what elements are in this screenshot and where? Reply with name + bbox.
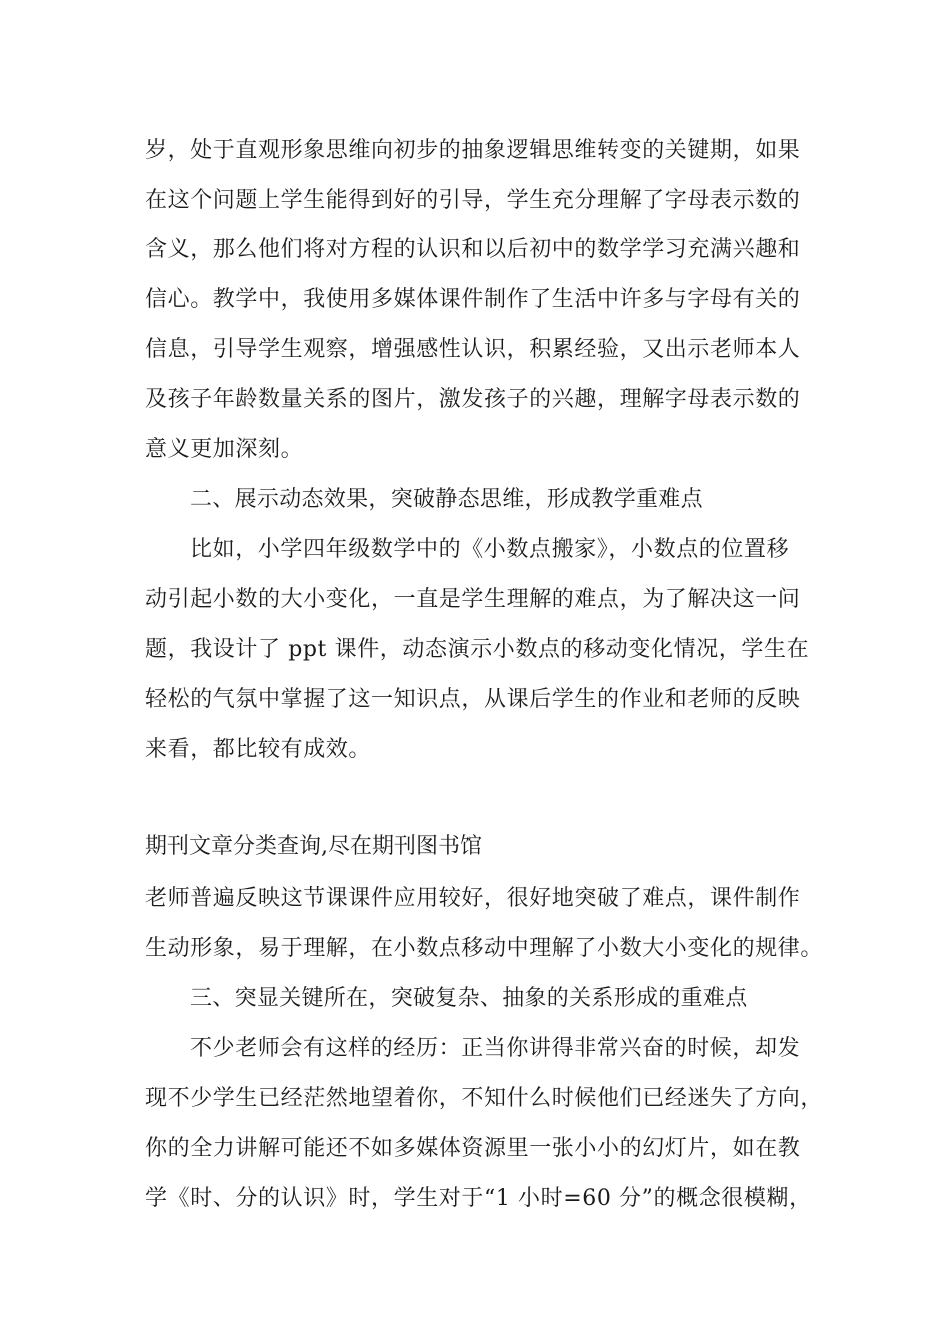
paragraph-line: 意义更加深刻。 [145,437,304,462]
paragraph-line: 题，我设计了 ppt 课件，动态演示小数点的移动变化情况，学生在 [145,637,810,662]
paragraph-line: 老师普遍反映这节课课件应用较好，很好地突破了难点，课件制作 [145,886,801,911]
paragraph-line: 岁，处于直观形象思维向初步的抽象逻辑思维转变的关键期，如果 [145,138,801,163]
paragraph-line: 及孩子年龄数量关系的图片，激发孩子的兴趣，理解字母表示数的 [145,387,801,412]
paragraph-line: 信息，引导学生观察，增强感性认识，积累经验，又出示老师本人 [145,337,801,362]
paragraph-line: 在这个问题上学生能得到好的引导，学生充分理解了字母表示数的 [145,188,801,213]
paragraph-line: 比如，小学四年级数学中的《小数点搬家》，小数点的位置移 [190,537,790,562]
section-heading: 二、展示动态效果，突破静态思维，形成教学重难点 [190,487,703,512]
paragraph-line: 信心。教学中，我使用多媒体课件制作了生活中许多与字母有关的 [145,287,801,312]
paragraph-line: 生动形象，易于理解，在小数点移动中理解了小数大小变化的规律。 [145,936,824,961]
journal-notice: 期刊文章分类查询,尽在期刊图书馆 [145,834,482,859]
paragraph-line: 来看，都比较有成效。 [145,737,372,762]
paragraph-line: 现不少学生已经茫然地望着你，不知什么时候他们已经迷失了方向， [145,1086,824,1111]
paragraph-line: 动引起小数的大小变化，一直是学生理解的难点，为了解决这一问 [145,587,801,612]
section-heading: 三、突显关键所在，突破复杂、抽象的关系形成的重难点 [190,986,748,1011]
paragraph-line: 学《时、分的认识》时，学生对于“1 小时=60 分”的概念很模糊， [145,1186,812,1211]
paragraph-line: 不少老师会有这样的经历：正当你讲得非常兴奋的时候，却发 [190,1036,801,1061]
paragraph-line: 你的全力讲解可能还不如多媒体资源里一张小小的幻灯片，如在教 [145,1136,801,1161]
paragraph-line: 含义，那么他们将对方程的认识和以后初中的数学学习充满兴趣和 [145,237,801,262]
paragraph-line: 轻松的气氛中掌握了这一知识点，从课后学生的作业和老师的反映 [145,687,801,712]
